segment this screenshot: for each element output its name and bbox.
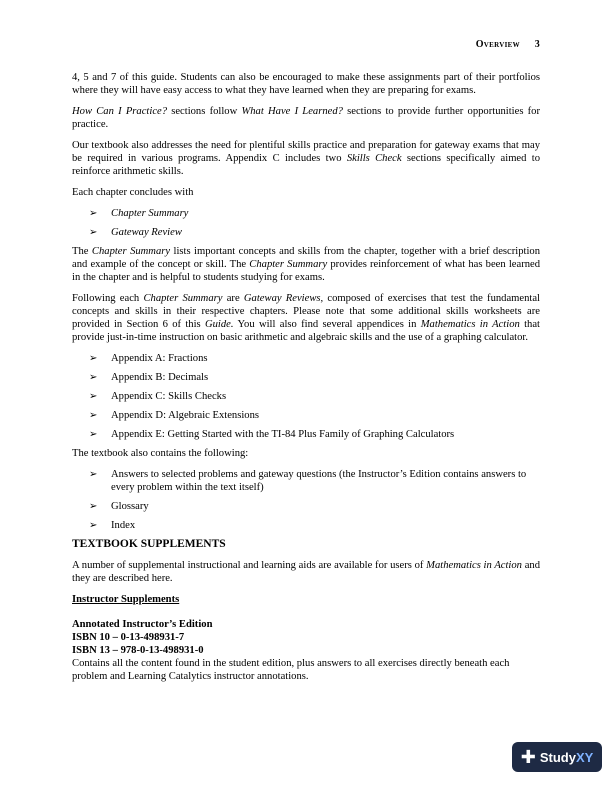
chapter-name: Overview [475,39,520,50]
running-header [476,38,540,51]
paragraph-2: How Can I Practice? sections follow What Have I Learned? sections to provide further opportunities for practice. [72,106,540,130]
paragraph-6: Following each Chapter Summary are Gateway Reviews, composed of exercises that test the fundamental concepts and skills in their respective chapters. Please note that some additional skills worksheets are provided in Section 6 of this Guide. You will also find several appendices in Mathematics in Action that provide just-in-time instruction on basic arithmetic and algebraic skills and the use of a graphing calculator. [72,293,540,343]
list-item: ➢ Appendix C: Skills Checks [89,391,227,402]
studyxy-badge[interactable] [512,742,602,772]
isbn-13: ISBN 13 – 978-0-13-498931-0 [72,645,204,656]
paragraph-7: The textbook also contains the following: [72,448,249,459]
list-item: ➢ Index [89,520,136,531]
paragraph-8: A number of supplemental instructional and learning aids are available for users of Mathematics in Action and they are described here. [72,560,540,584]
appendix-list [72,352,540,441]
contents-list [72,468,540,532]
list-item: ➢ Appendix A: Fractions [89,353,208,364]
arrow-bullet-icon: ➢ [89,391,98,402]
list-item: ➢ Appendix D: Algebraic Extensions [89,410,259,421]
arrow-bullet-icon: ➢ [89,372,98,383]
product-title: Annotated Instructor’s Edition [72,619,213,630]
isbn-10: ISBN 10 – 0-13-498931-7 [72,632,185,643]
plus-icon: ✚ [520,746,536,767]
arrow-bullet-icon: ➢ [89,353,98,364]
chapter-end-list [72,207,540,239]
list-item: ➢ Answers to selected problems and gateway questions (the Instructor’s Edition contains answers to every problem within the text itself) [89,469,527,493]
list-item: ➢ Chapter Summary [89,208,189,219]
section-title: TEXTBOOK SUPPLEMENTS [72,538,226,550]
list-item: ➢ Glossary [89,501,149,512]
badge-study-text: Study [539,749,576,765]
arrow-bullet-icon: ➢ [89,501,98,512]
list-item: ➢ Appendix B: Decimals [89,372,209,383]
arrow-bullet-icon: ➢ [89,410,98,421]
badge-xy-text: XY [575,749,594,765]
arrow-bullet-icon: ➢ [89,469,98,480]
paragraph-1: 4, 5 and 7 of this guide. Students can also be encouraged to make these assignments part of their portfolios where they will have easy access to what they have learned when they are preparing for exams. [72,72,540,96]
arrow-bullet-icon: ➢ [89,227,98,238]
arrow-bullet-icon: ➢ [89,429,98,440]
paragraph-5: The Chapter Summary lists important concepts and skills from the chapter, together with a brief description and example of the concept or skill. The Chapter Summary provides reinforcement of what has been learned in the chapter and is helpful to students studying for exams. [72,246,541,283]
page-number: 3 [534,39,540,50]
list-item: ➢ Gateway Review [89,227,182,238]
paragraph-4: Each chapter concludes with [72,187,194,198]
paragraph-3: Our textbook also addresses the need for plentiful skills practice and preparation for gateway exams that may be required in various programs. Appendix C includes two Skills Check sections specifically aimed to reinforce arithmetic skills. [72,140,540,177]
arrow-bullet-icon: ➢ [89,208,98,219]
arrow-bullet-icon: ➢ [89,520,98,531]
page-body [72,71,540,691]
subsection-title: Instructor Supplements [72,594,180,605]
product-description: Contains all the content found in the student edition, plus answers to all exercises directly beneath each problem and Learning Catalytics instructor annotations. [72,658,510,682]
list-item: ➢ Appendix E: Getting Started with the TI-84 Plus Family of Graphing Calculators [89,429,455,440]
